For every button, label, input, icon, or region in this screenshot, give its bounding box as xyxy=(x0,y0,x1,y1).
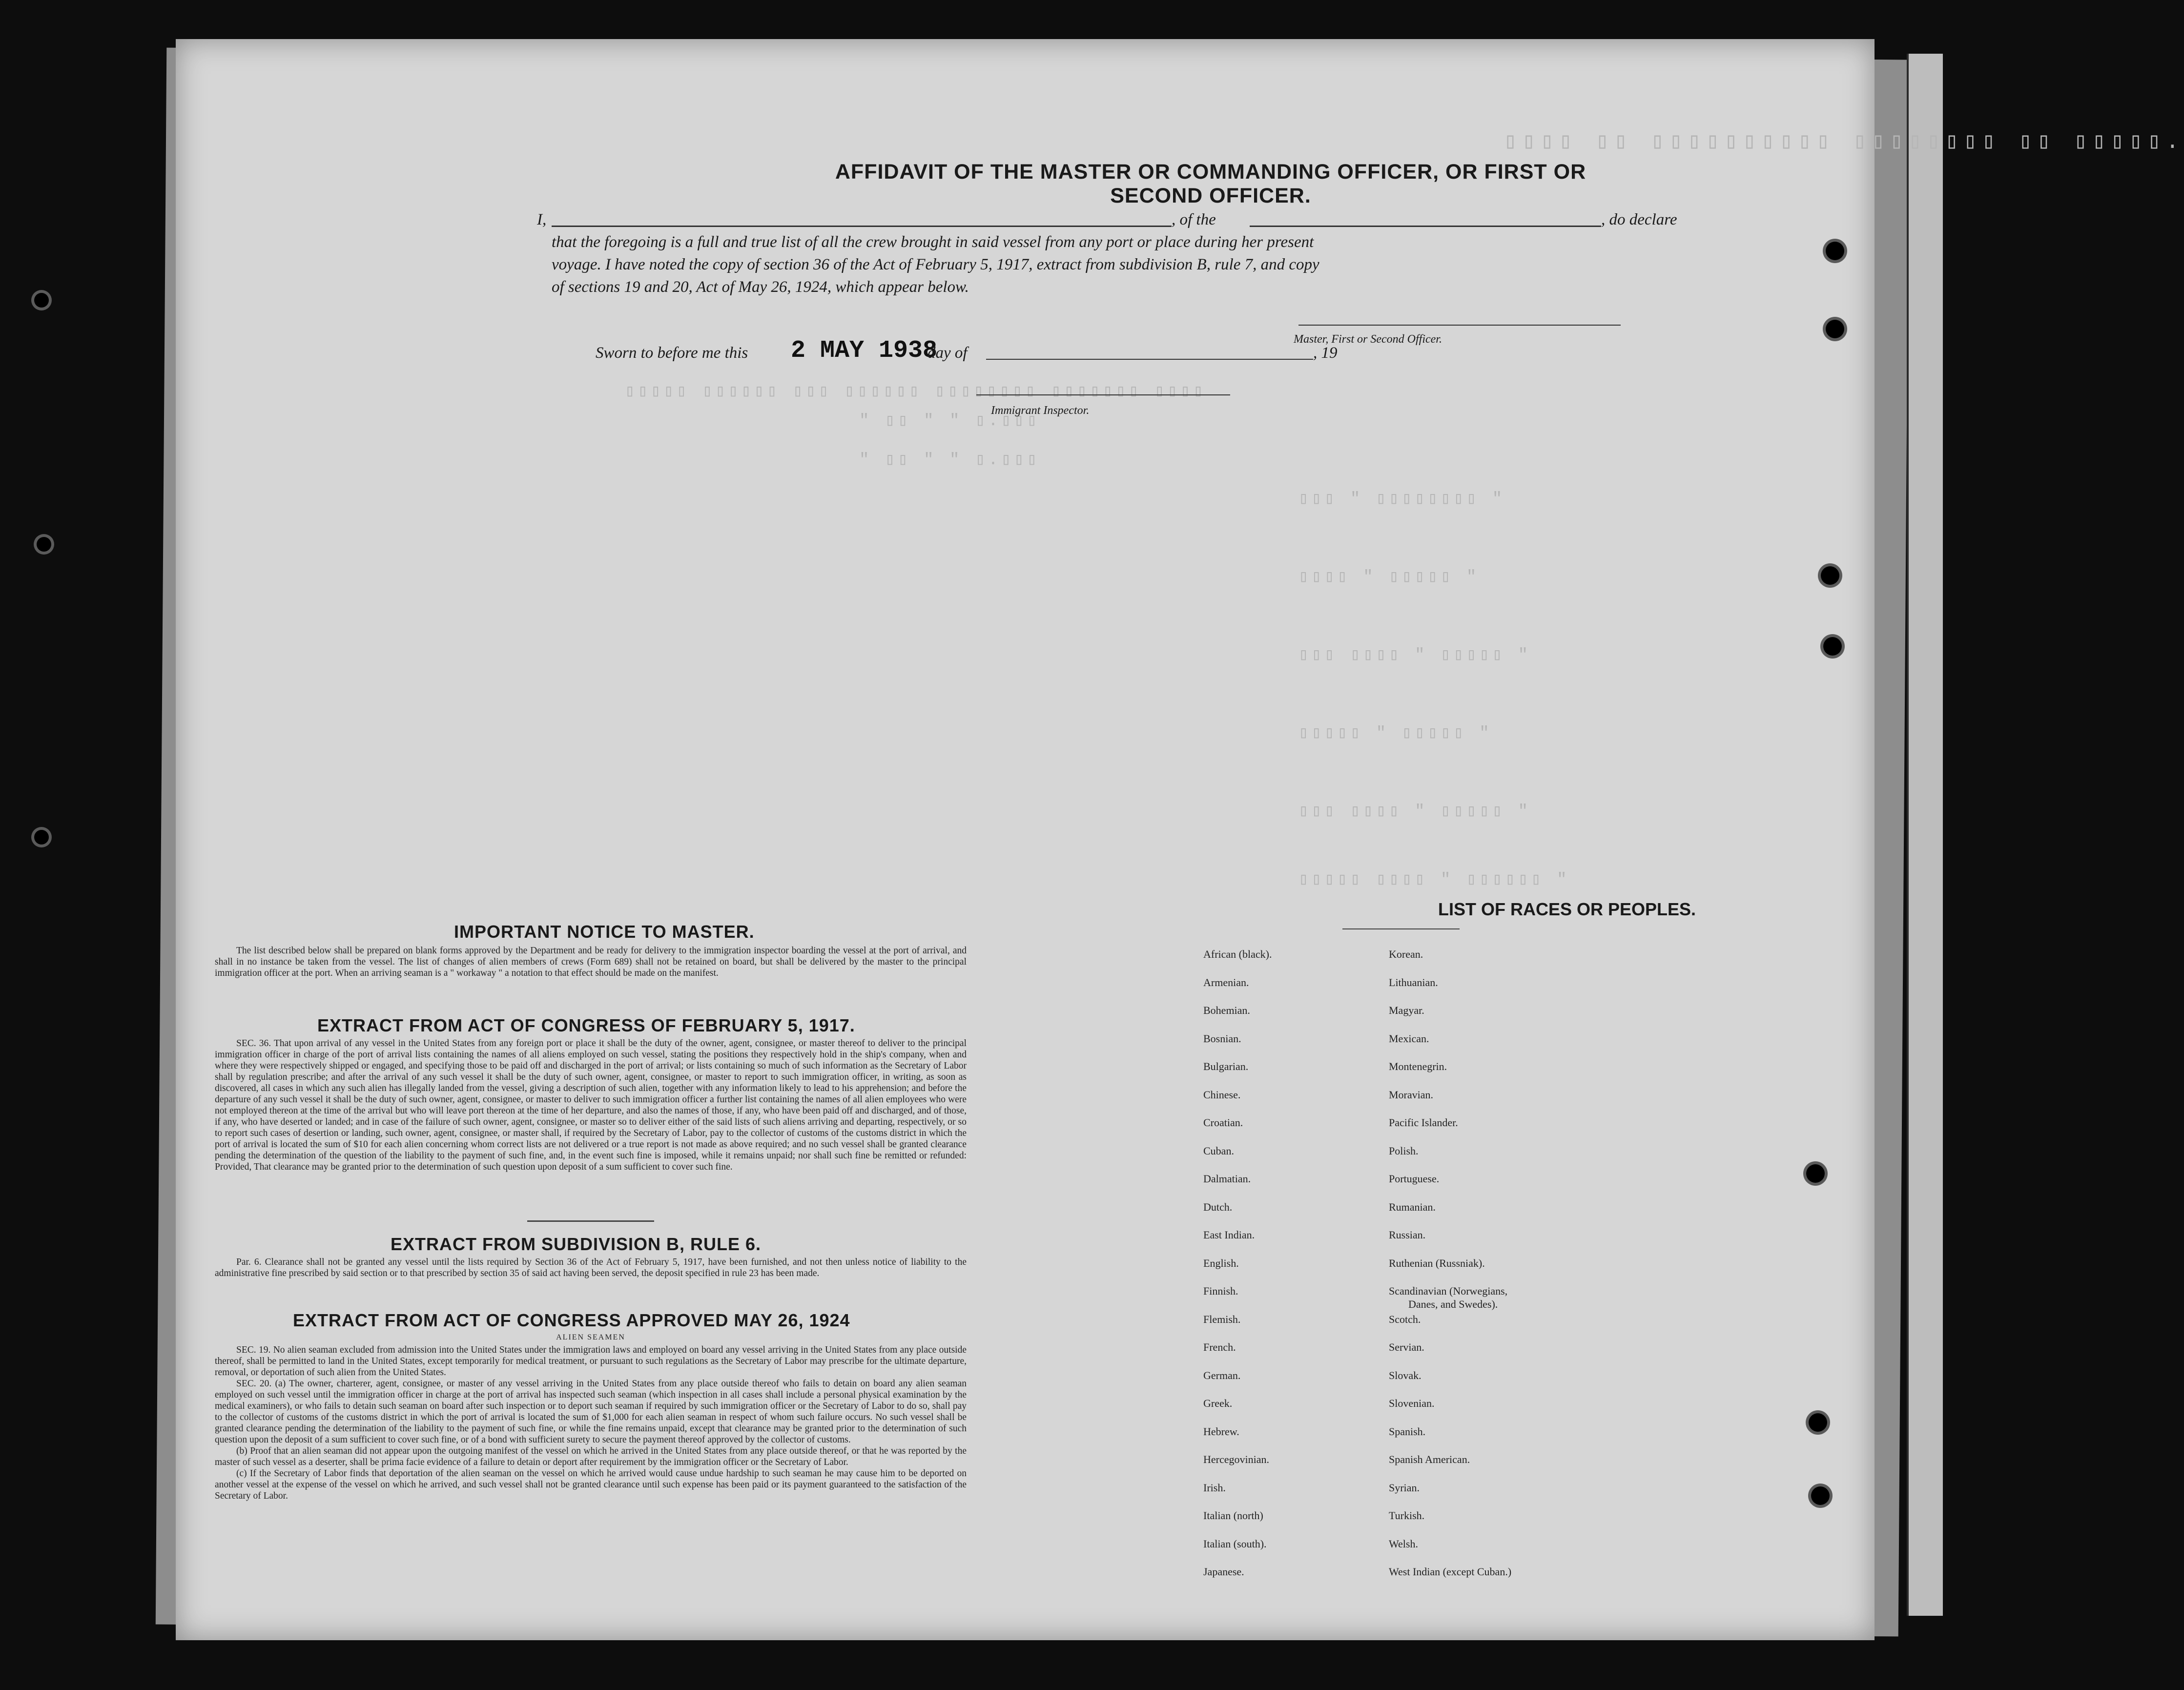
race-item: Pacific Islander. xyxy=(1389,1116,1458,1129)
race-item: Dalmatian. xyxy=(1203,1173,1251,1185)
race-item: Chinese. xyxy=(1203,1088,1241,1101)
binder-hole xyxy=(1809,1413,1827,1432)
race-item: East Indian. xyxy=(1203,1229,1255,1241)
alien-seamen-subtitle: ALIEN SEAMEN xyxy=(556,1333,625,1341)
inspector-signature-line xyxy=(976,394,1230,395)
bleed-through-row: ▯▯▯ ▯▯▯▯ ″ ▯▯▯▯▯ ″ xyxy=(1298,803,1531,821)
race-item: West Indian (except Cuban.) xyxy=(1389,1566,1512,1578)
races-title-underline xyxy=(1342,928,1460,929)
affidavit-name-prefix: I, xyxy=(537,211,547,228)
race-item-continuation: Danes, and Swedes). xyxy=(1408,1298,1498,1310)
binder-hole xyxy=(37,537,51,552)
extract-1917-text: SEC. 36. That upon arrival of any vessel in the United States from any foreign port or place it shall be the duty of the owner, agent, consignee, or master thereof to deliver to the principal immigration officer in charge of the port of arrival lists containing the names of all aliens employed on such vessel, stating the positions they respectively hold in the ship's company, when and where they were respectively shipped or engaged, and specifying those to be paid off and discharged in the port of arrival; or lists containing so much of such information as the Secretary of Labor shall by regulation prescribe; and after the arrival of any such vessel it shall be the duty of such owner, agent, consignee, or master to report to such immigration officer, in writing, as soon as discovered, all cases in which any such alien has illegally landed from the vessel, giving a description of such alien, together with any information likely to lead to his apprehension; and before the departure of any such vessel it shall be the duty of such owner, agent, consignee, or master to deliver to such immigration officer a further list containing the names of all alien employees who were not employed thereon at the time of the arrival but who will leave port thereon at the time of her departure, and also the names of those, if any, who have been paid off and discharged, and of those, if any, who have deserted or landed; and in case of the failure of such owner, agent, consignee, or master so to deliver either of the said lists of such aliens arriving and departing, respectively, or so to report such cases of desertion or landing, such owner, agent, consignee, or master shall, if required by the Secretary of Labor, pay to the collector of customs of the customs district in which the port of arrival is located the sum of $10 for each alien concerning whom correct lists are not delivered or a true report is not made as above required; and no such vessel shall be granted clearance pending the determination of the question of the liability to the payment of such fine, and, in the event such fine is imposed, while it remains unpaid; nor shall such fine be remitted or refunded: Provided, That clearance may be granted prior to the determination of such question upon deposit of a sum sufficient to cover such fine. xyxy=(215,1038,967,1172)
race-item: Magyar. xyxy=(1389,1004,1424,1016)
sworn-month-blank xyxy=(986,359,1313,360)
section-20c-paragraph: (c) If the Secretary of Labor finds that deportation of the alien seaman on the vessel on which he arrived would cause undue hardship to such seaman he may cause him to be deported on another vessel at the expense of the vessel on which he arrived, and such vessel shall not be granted clearance until such expense has been paid or its payment guaranteed to the satisfaction of the Secretary of Labor. xyxy=(215,1468,967,1501)
race-item: Bulgarian. xyxy=(1203,1060,1249,1072)
affidavit-of-the: , of the xyxy=(1172,211,1216,228)
race-item: African (black). xyxy=(1203,948,1272,960)
race-item: Greek. xyxy=(1203,1397,1233,1409)
inspector-caption: Immigrant Inspector. xyxy=(991,404,1090,417)
extract-1924-title: EXTRACT FROM ACT OF CONGRESS APPROVED MAY 26, 1924 xyxy=(293,1310,850,1330)
race-item: Finnish. xyxy=(1203,1285,1238,1297)
race-item: Spanish American. xyxy=(1389,1453,1470,1465)
race-item: Rumanian. xyxy=(1389,1200,1436,1213)
binder-hole xyxy=(1821,566,1839,585)
race-item: Slovenian. xyxy=(1389,1397,1435,1409)
race-item: Syrian. xyxy=(1389,1481,1420,1494)
bleed-through-row: ▯▯▯▯▯ ▯▯▯▯▯▯ ▯▯▯ ▯▯▯▯▯▯ ▯▯▯▯▯▯▯▯ ▯▯▯▯▯▯▯ ▯▯▯▯ xyxy=(625,383,1206,401)
binder-hole xyxy=(34,293,49,308)
sworn-day-of: day of xyxy=(927,344,968,362)
race-item: Ruthenian (Russniak). xyxy=(1389,1257,1485,1269)
vessel-name-blank xyxy=(1250,226,1601,227)
sworn-prefix: Sworn to before me this xyxy=(596,344,748,362)
race-item: Bosnian. xyxy=(1203,1032,1241,1045)
race-item: Spanish. xyxy=(1389,1425,1426,1438)
bleed-through-row: ▯▯▯▯ ″ ▯▯▯▯▯ ″ xyxy=(1298,568,1480,587)
race-item: Servian. xyxy=(1389,1341,1424,1353)
race-item: Lithuanian. xyxy=(1389,976,1438,989)
affidavit-title: AFFIDAVIT OF THE MASTER OR COMMANDING OFFICER, OR FIRST OR SECOND OFFICER. xyxy=(835,160,1586,207)
section-19-paragraph: SEC. 19. No alien seaman excluded from admission into the United States under the immigration laws and employed on board any vessel arriving in the United States from any place outside thereof, shall be permitted to land in the United States, except temporarily for medical treatment, or pursuant to such regulations as the Secretary of Labor may prescribe for the ultimate departure, removal, or deportation of such alien from the United States. xyxy=(215,1345,967,1378)
bleed-through-row: ▯▯▯▯▯ ▯▯▯▯ ″ ▯▯▯▯▯▯ ″ xyxy=(1298,871,1570,889)
race-item: Irish. xyxy=(1203,1481,1226,1494)
race-item: French. xyxy=(1203,1341,1236,1353)
bleed-through-row: ▯▯▯▯▯ ″ ▯▯▯▯▯ ″ xyxy=(1298,724,1492,743)
race-item: Welsh. xyxy=(1389,1537,1418,1550)
page-edge-strip xyxy=(1907,54,1943,1616)
section-20b-paragraph: (b) Proof that an alien seaman did not appear upon the outgoing manifest of the vessel on which he arrived in the United States from any place outside thereof, or that he was reported by the master of such vessel as a deserter, shall be prima facie evidence of a failure to detain or deport after requirement by the immigration officer or the Secretary of Labor. xyxy=(215,1446,967,1467)
sworn-year: , 19 xyxy=(1313,344,1338,362)
race-item: Turkish. xyxy=(1389,1509,1425,1522)
bleed-through-row: ″ ▯▯ ″ ″ ▯.▯▯▯ xyxy=(859,412,1040,431)
extract-1917-title: EXTRACT FROM ACT OF CONGRESS OF FEBRUARY 5, 1917. xyxy=(317,1015,855,1035)
master-name-blank xyxy=(552,226,1172,227)
binder-hole xyxy=(34,830,49,845)
affidavit-body-line-2: voyage. I have noted the copy of section 36 of the Act of February 5, 1917, extract from subdivision B, rule 7, and copy xyxy=(552,256,1319,273)
bleed-through-heading: ▯▯▯▯ ▯▯ ▯▯▯▯▯▯▯▯▯▯ ▯▯▯▯▯▯▯▯ ▯▯ ▯▯▯▯▯. xyxy=(1504,129,2184,155)
race-item: German. xyxy=(1203,1369,1241,1381)
race-item: Portuguese. xyxy=(1389,1173,1440,1185)
race-item: Bohemian. xyxy=(1203,1004,1250,1016)
race-item: Croatian. xyxy=(1203,1116,1243,1129)
race-item: Slovak. xyxy=(1389,1369,1422,1381)
master-caption: Master, First or Second Officer. xyxy=(1294,333,1442,346)
section-20a-paragraph: SEC. 20. (a) The owner, charterer, agent, consignee, or master of any vessel arriving in the United States from any place outside thereof who fails to detain on board any alien seaman employed on such vessel until the immigration officer in charge at the port of arrival has inspected such seaman (which inspection in all cases shall include a personal physical examination by the medical examiners), or who fails to detain such seaman on board after such inspection or to deport such seaman if required by such immigration officer or the Secretary of Labor to do so, shall pay to the collector of customs of the customs district in which the port of arrival is located the sum of $1,000 for each alien seaman in respect of whom such failure occurs. No such vessel shall be granted clearance pending the determination of the liability to the payment of such fine, or while the fine remains unpaid, except that clearance may be granted prior to the determination of such question upon the deposit of a sum sufficient to cover such fine, or of a bond with sufficient surety to secure the payment thereof approved by the collector of customs. xyxy=(215,1379,967,1445)
race-item: Hercegovinian. xyxy=(1203,1453,1269,1465)
binder-hole xyxy=(1826,320,1844,338)
extract-rule6-title: EXTRACT FROM SUBDIVISION B, RULE 6. xyxy=(391,1234,762,1254)
bleed-through-row: ″ ▯▯ ″ ″ ▯.▯▯▯ xyxy=(859,451,1040,470)
binder-hole xyxy=(1823,637,1842,656)
notice-text: The list described below shall be prepared on blank forms approved by the Department and be ready for delivery to the immigration inspector boarding the vessel at the port of arrival, and shall in no instance be taken from the vessel. The list of changes of alien members of crews (Form 689) shall not be retained on board, but shall be delivered by the master to the principal immigration officer at the port. When an arriving seaman is a " workaway " a notation to that effect should be made on the manifest. xyxy=(215,946,967,978)
race-item: Japanese. xyxy=(1203,1566,1244,1578)
manifest-page xyxy=(176,39,2184,1640)
race-item: Scandinavian (Norwegians, xyxy=(1389,1285,1508,1297)
binder-hole xyxy=(1806,1164,1825,1183)
extract-rule6-text: Par. 6. Clearance shall not be granted any vessel until the lists required by Section 36 of the Act of February 5, 1917, have been furnished, and not then unless notice of liability to the administrative fine prescribed by said section or to that prescribed by section 35 of said act having been served, the deposit specified in rule 23 has been made. xyxy=(215,1257,967,1278)
race-item: Polish. xyxy=(1389,1144,1419,1157)
affidavit-body-line-1: that the foregoing is a full and true list of all the crew brought in said vessel from any port or place during her present xyxy=(552,233,1314,251)
race-item: Cuban. xyxy=(1203,1144,1234,1157)
race-item: English. xyxy=(1203,1257,1239,1269)
binder-hole xyxy=(1811,1486,1830,1505)
race-item: Korean. xyxy=(1389,948,1423,960)
race-item: Russian. xyxy=(1389,1229,1426,1241)
race-item: Dutch. xyxy=(1203,1200,1233,1213)
race-item: Flemish. xyxy=(1203,1313,1241,1325)
bleed-through-row: ▯▯▯ ▯▯▯▯ ″ ▯▯▯▯▯ ″ xyxy=(1298,646,1531,665)
bleed-through-row: ▯▯▯ ″ ▯▯▯▯▯▯▯▯ ″ xyxy=(1298,490,1505,509)
extract-1924-text xyxy=(215,1344,967,1502)
race-item: Moravian. xyxy=(1389,1088,1434,1101)
affidavit-declare: , do declare xyxy=(1601,211,1677,228)
race-item: Scotch. xyxy=(1389,1313,1421,1325)
race-item: Montenegrin. xyxy=(1389,1060,1447,1072)
date-stamp: 2 MAY 1938 xyxy=(791,337,938,365)
master-signature-line xyxy=(1298,325,1621,326)
race-item: Italian (south). xyxy=(1203,1537,1267,1550)
race-item: Mexican. xyxy=(1389,1032,1429,1045)
binder-hole xyxy=(1826,242,1844,260)
race-item: Armenian. xyxy=(1203,976,1249,989)
race-item: Italian (north) xyxy=(1203,1509,1263,1522)
notice-title: IMPORTANT NOTICE TO MASTER. xyxy=(454,922,755,942)
races-title: LIST OF RACES OR PEOPLES. xyxy=(1438,899,1696,919)
race-item: Hebrew. xyxy=(1203,1425,1239,1438)
affidavit-body-line-3: of sections 19 and 20, Act of May 26, 1924, which appear below. xyxy=(552,278,969,296)
section-separator xyxy=(527,1220,654,1222)
